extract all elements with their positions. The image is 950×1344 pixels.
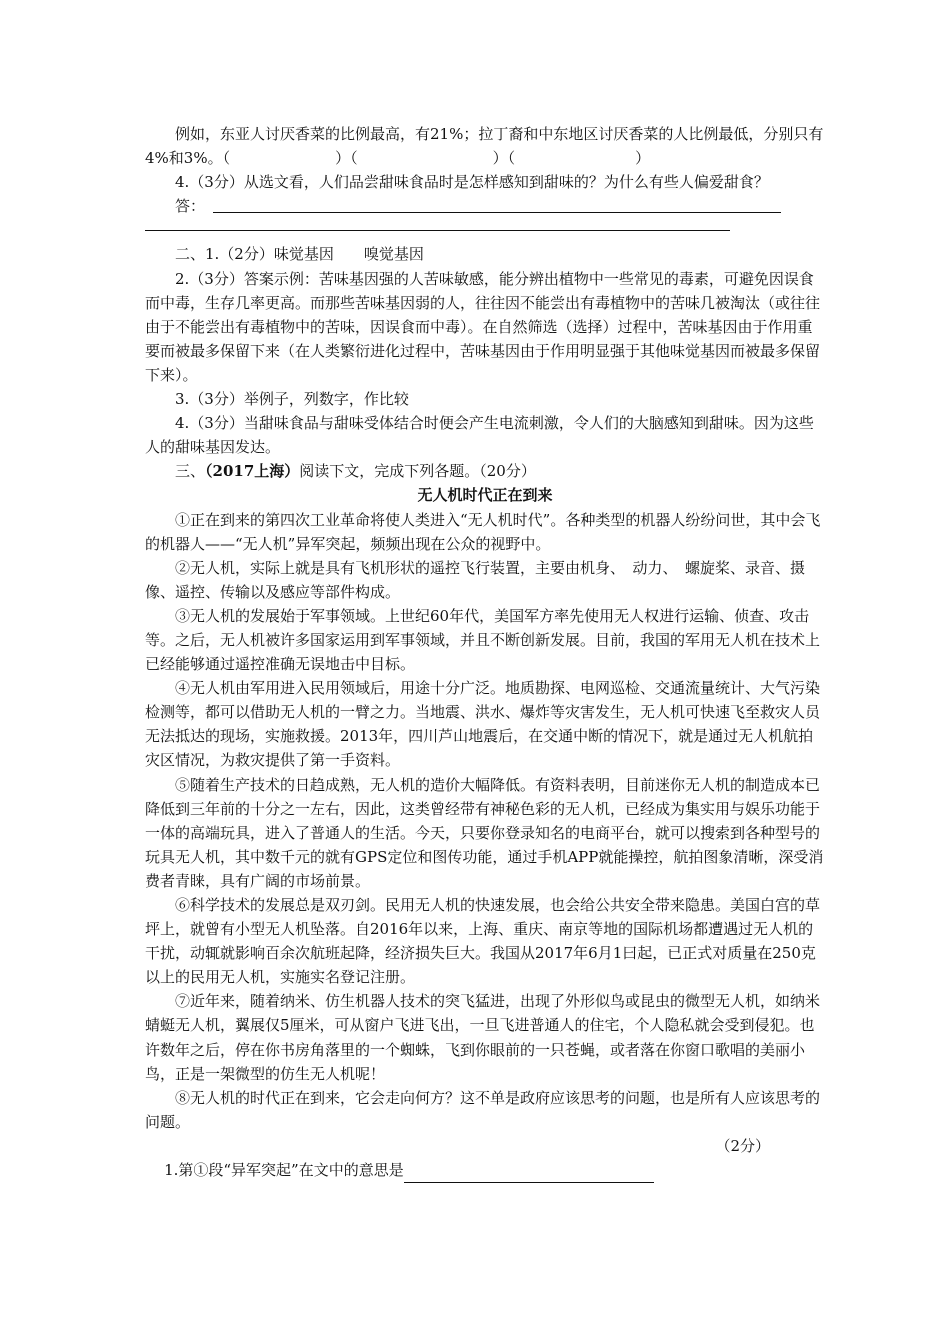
article-paragraph: ⑤随着生产技术的日趋成熟，无人机的造价大幅降低。有资料表明，目前迷你无人机的制造成本已降低到三年前的十分之一左右，因此，这类曾经带有神秘色彩的无人机，已经成为集实用与娱乐功能于一体的高端玩具，进入了普通人的生活。今天，只要你登录知名的电商平台，就可以搜索到各种型号的玩具无人机，其中数千元的就有GPS定位和图传功能，通过手机APP就能操控，航拍图象清晰，深受消费者青睐，具有广阔的市场前景。 — [145, 775, 824, 890]
question-4: 4.（3分）从选文看，人们品尝甜味食品时是怎样感知到甜味的？为什么有些人偏爱甜食？ — [175, 173, 769, 192]
answer-line[interactable] — [145, 194, 825, 218]
article-paragraph: ⑥科学技术的发展总是双刃剑。民用无人机的快速发展，也会给公共安全带来隐患。美国白宫的草坪上，就曾有小型无人机坠落。自2016年以来，上海、重庆、南京等地的国际机场都遭遇过无人机的干扰，动辄就影响百余次航班起降，经济损失巨大。我国从2017年6月1曰起，已正式对质量在250克以上的民用无人机，实施实名登记注册。 — [145, 896, 821, 987]
source-tag: （2017上海） — [205, 462, 300, 481]
article-paragraph: ③无人机的发展始于军事领域。上世纪60年代，美国军方率先使用无人权进行运输、侦查、攻击等。之后，无人机被许多国家运用到军事领域，并且不断创新发展。目前，我国的军用无人机在技术上已经能够通过遥控准确无误地击中目标。 — [145, 606, 821, 674]
article-paragraph: ⑧无人机的时代正在到来，它会走向何方？这不单是政府应该思考的问题，也是所有人应该思考的问题。 — [145, 1088, 821, 1131]
article-paragraph: ⑦近年来，随着纳米、仿生机器人技术的突飞猛进，出现了外形似鸟或昆虫的微型无人机，如纳米蜻蜓无人机，翼展仅5厘米，可从窗户飞进飞出，一旦飞进普通人的住宅，个人隐私就会受到侵犯。也许数年之后，停在你书房角落里的一个蜘蛛，飞到你眼前的一只苍蝇，或者落在你窗口歌唱的美丽小鸟，正是一架微型的仿生无人机呢！ — [145, 992, 821, 1083]
answer-1: 二、1.（2分）味觉基因 嗅觉基因 — [175, 245, 424, 264]
example-paragraph: 例如，东亚人讨厌香菜的比例最高，有21%；拉丁裔和中东地区讨厌香菜的人比例最低，分别只有4%和3%。（ ）（ ）（ ） — [145, 125, 824, 168]
article-paragraph: ②无人机，实际上就是具有飞机形状的遥控飞行装置，主要由机身、 动力、 螺旋桨、录音、摄像、遥控、传输以及感应等部件构成。 — [145, 558, 806, 601]
answer-2: 2.（3分）答案示例：苦味基因强的人苦味敏感，能分辨出植物中一些常见的毒素，可避免因误食而中毒，生存几率更高。而那些苦味基因弱的人，往往因不能尝出有毒植物中的苦味几被淘汰（或往往由于不能尝出有毒植物中的苦味，因误食而中毒）。在自然筛选（选择）过程中，苦味基因由于作用重要而被最多保留下来（在人类繁衍进化过程中，苦味基因由于作用明显强于其他味觉基因而被最多保留下来）。 — [145, 269, 821, 384]
article-title: 无人机时代正在到来 — [417, 486, 553, 505]
answer-blank[interactable] — [213, 212, 781, 213]
question-1-blank[interactable] — [404, 1158, 654, 1183]
article-paragraph: ④无人机由军用进入民用领域后，用途十分广泛。地质勘探、电网巡检、交通流量统计、大气污染检测等，都可以借助无人机的一臂之力。当地震、洪水、爆炸等灾害发生，无人机可快速飞至救灾人员无法抵达的现场，实施救援。2013年，四川芦山地震后，在交通中断的情况下，就是通过无人机航拍灾区情况，为救灾提供了第一手资料。 — [145, 679, 821, 770]
question-1: 1.第①段“异军突起”在文中的意思是 （2分） — [145, 1134, 825, 1231]
answer-3: 3.（3分）举例子，列数字，作比较 — [175, 390, 409, 409]
question-1-score: （2分） — [715, 1136, 770, 1155]
answer-label: 答： — [175, 197, 206, 216]
answer-4: 4.（3分）当甜味食品与甜味受体结合时便会产生电流刺激，令人们的大脑感知到甜味。因为这些人的甜味基因发达。 — [145, 414, 814, 457]
section-3-intro: 三、（2017上海）阅读下文，完成下列各题。（20分） — [175, 462, 536, 481]
answer-continuation-line[interactable] — [145, 218, 825, 242]
article-paragraph: ①正在到来的第四次工业革命将使人类进入“无人机时代”。各种类型的机器人纷纷问世，其中会飞的机器人——“无人机”异军突起，频频出现在公众的视野中。 — [145, 510, 821, 553]
document-page — [145, 122, 825, 1231]
